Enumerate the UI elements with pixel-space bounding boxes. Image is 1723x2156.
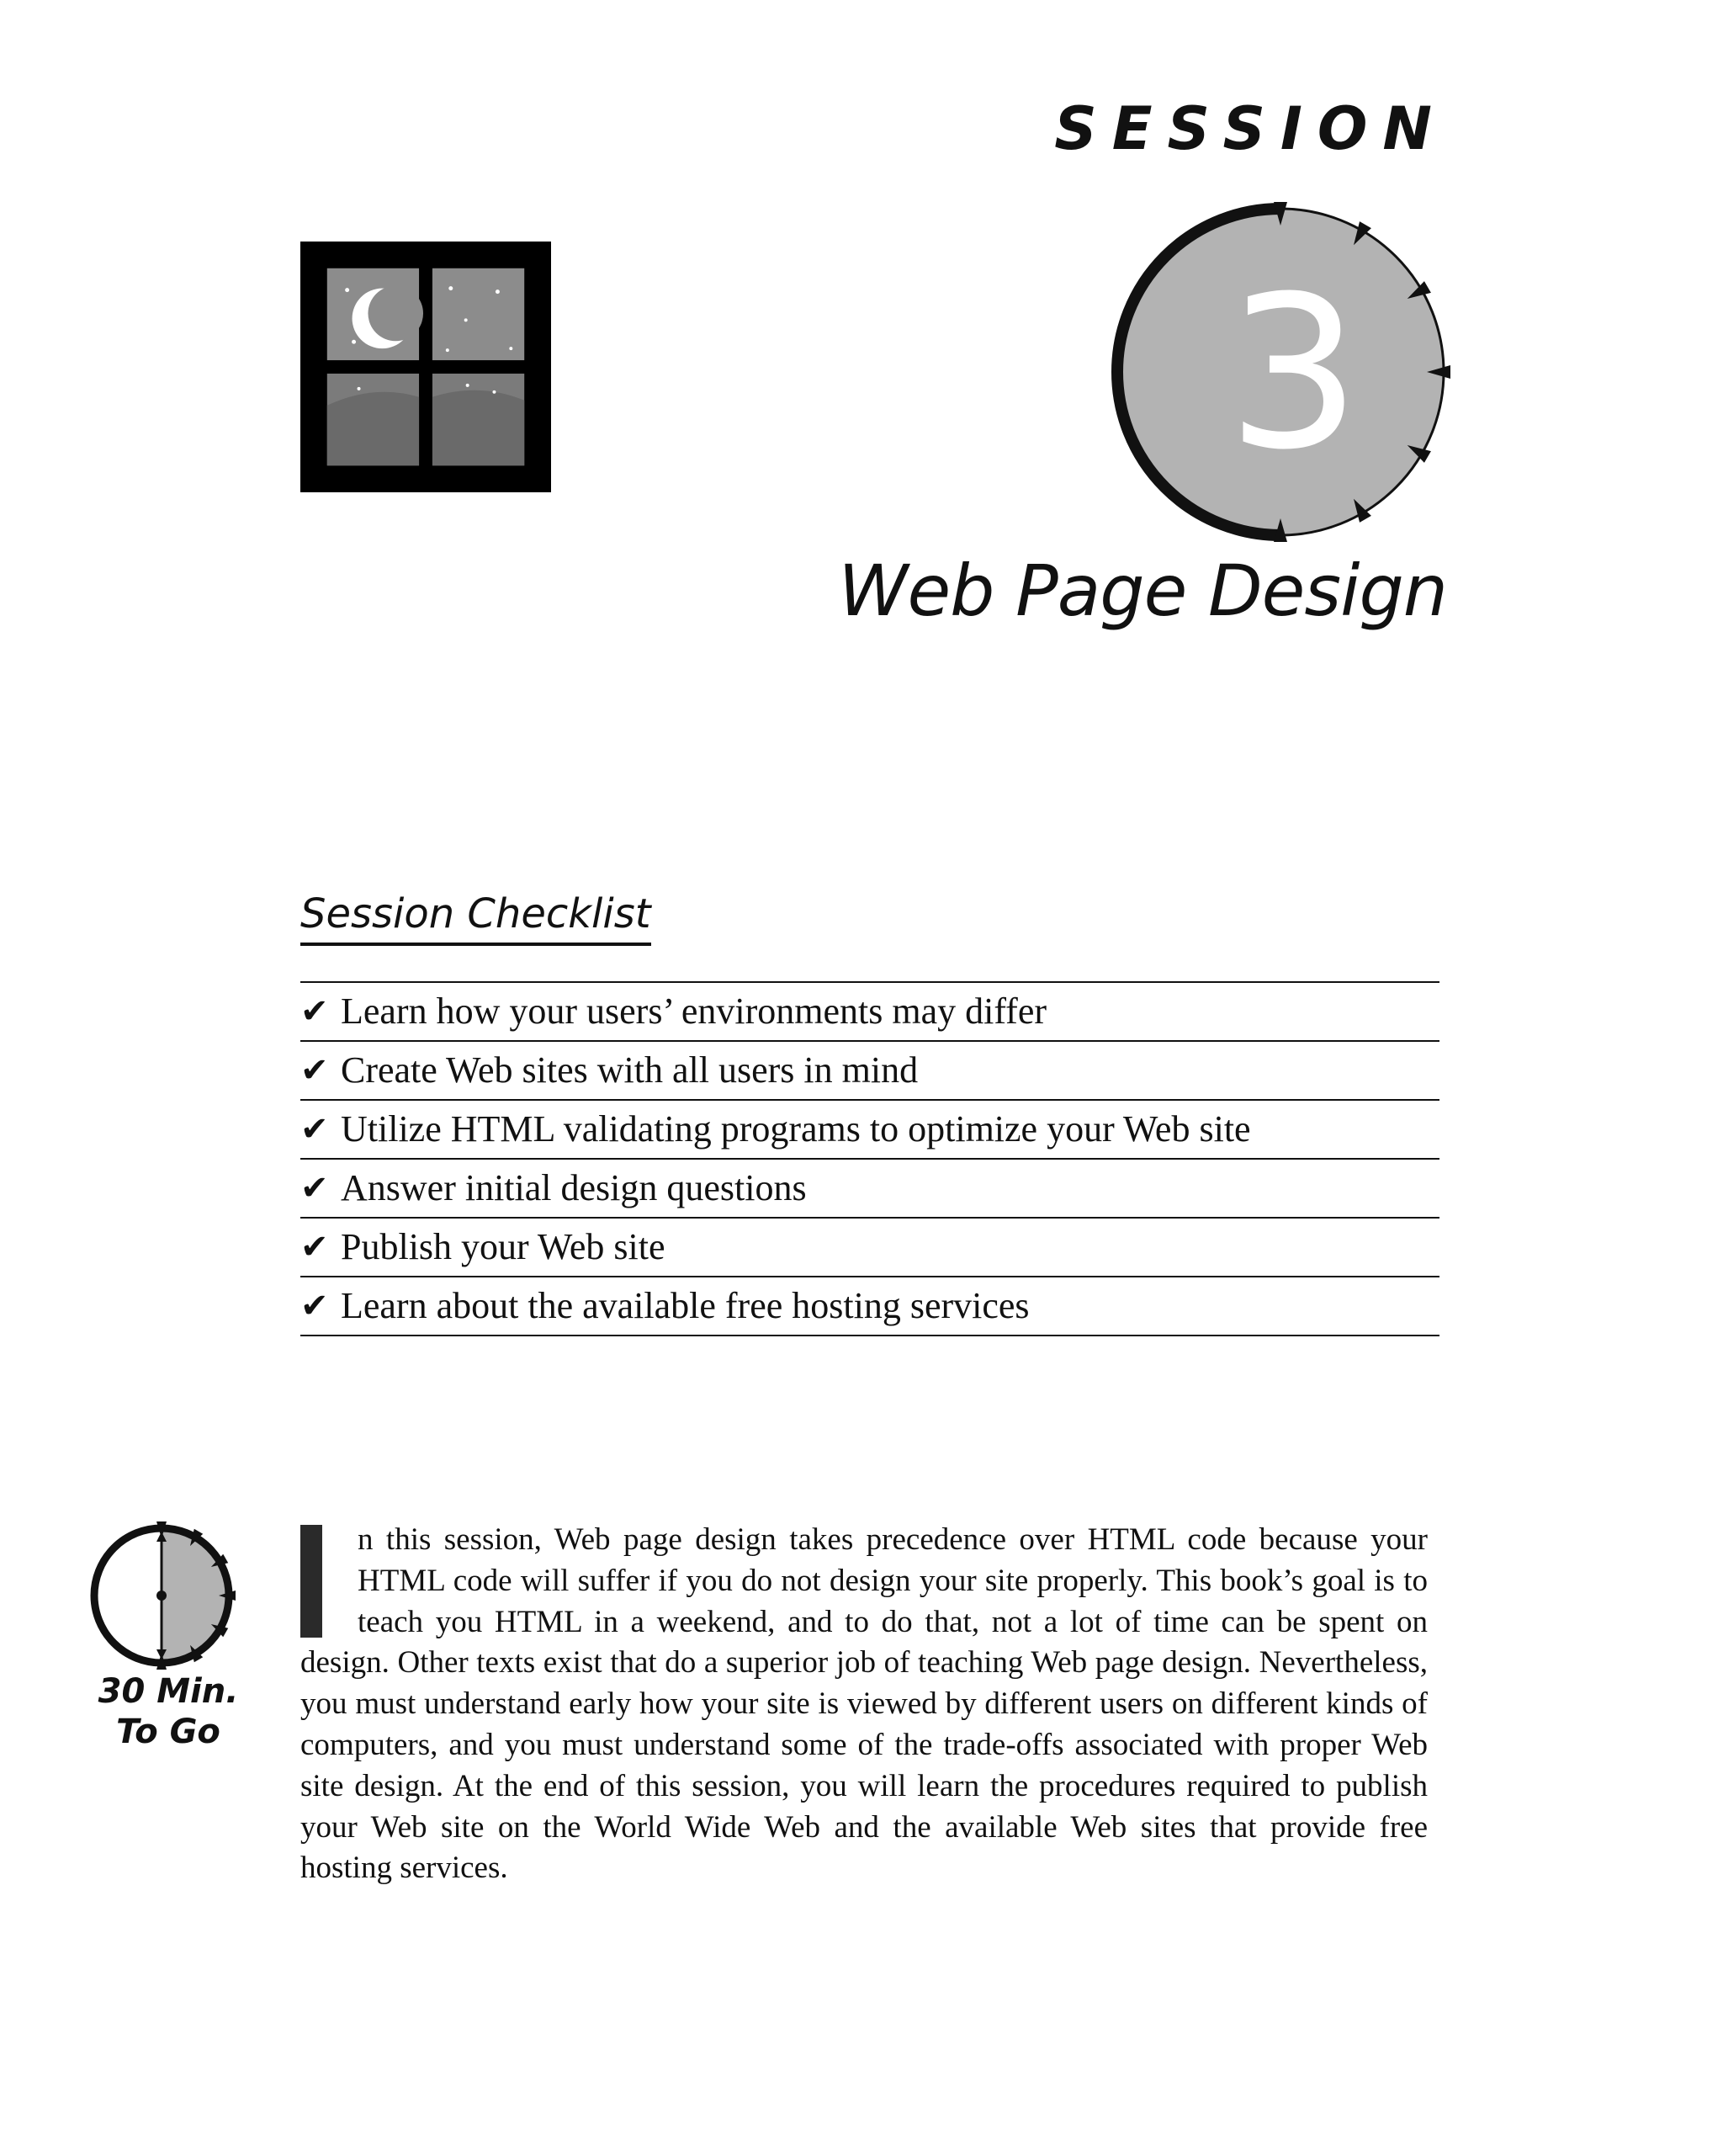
checklist-item <box>300 983 1439 1042</box>
checklist-item-text: Create Web sites with all users in mind <box>341 1049 919 1091</box>
session-number: 3 <box>1227 251 1361 496</box>
timer-line-1: 30 Min. <box>98 1672 239 1711</box>
check-icon: ✔ <box>300 1168 329 1208</box>
checklist-item-text: Answer initial design questions <box>341 1167 807 1209</box>
stopwatch-icon <box>84 1520 252 1671</box>
night-window-icon <box>300 242 551 492</box>
check-icon: ✔ <box>300 1286 329 1325</box>
checklist-item-text: Utilize HTML validating programs to optimize your Web site <box>341 1108 1251 1150</box>
drop-cap-letter <box>300 1525 322 1638</box>
checklist-item-text: Learn how your users’ environments may differ <box>341 990 1047 1033</box>
checklist-item <box>300 1219 1439 1277</box>
check-icon: ✔ <box>300 1227 329 1267</box>
checklist-heading: Session Checklist <box>300 890 651 946</box>
session-label: SESSION <box>1054 94 1447 163</box>
session-checklist <box>300 890 1439 1336</box>
checklist-item-text: Learn about the available free hosting services <box>341 1285 1030 1327</box>
check-icon: ✔ <box>300 1050 329 1090</box>
session-clock-icon <box>1102 194 1472 564</box>
intro-paragraph-text: n this session, Web page design takes precedence over HTML code because your HTML code will suffer if you do not design your site properly. This book’s goal is to teach you HTML in a weekend, and to do that, not a lot of time can be spent on design. Other texts exist that do a superior job of teaching Web page design. Nevertheless, you must understand early how your site is viewed by different users on different kinds of computers, and you must understand some of the trade-offs associated with proper Web site design. At the end of this session, you will learn the procedures required to publish your Web site on the World Wide Web and the available Web sites that provide free hosting services. <box>300 1522 1428 1886</box>
checklist-item <box>300 1277 1439 1336</box>
check-icon: ✔ <box>300 991 329 1031</box>
checklist-item <box>300 1160 1439 1219</box>
checklist-item <box>300 1101 1439 1160</box>
intro-paragraph <box>300 1520 1428 1889</box>
time-remaining-marker <box>84 1520 252 1752</box>
check-icon: ✔ <box>300 1109 329 1149</box>
checklist-list <box>300 981 1439 1336</box>
checklist-item <box>300 1042 1439 1101</box>
timer-line-2: To Go <box>116 1713 220 1751</box>
chapter-title: Web Page Design <box>838 550 1447 632</box>
checklist-item-text: Publish your Web site <box>341 1226 665 1268</box>
